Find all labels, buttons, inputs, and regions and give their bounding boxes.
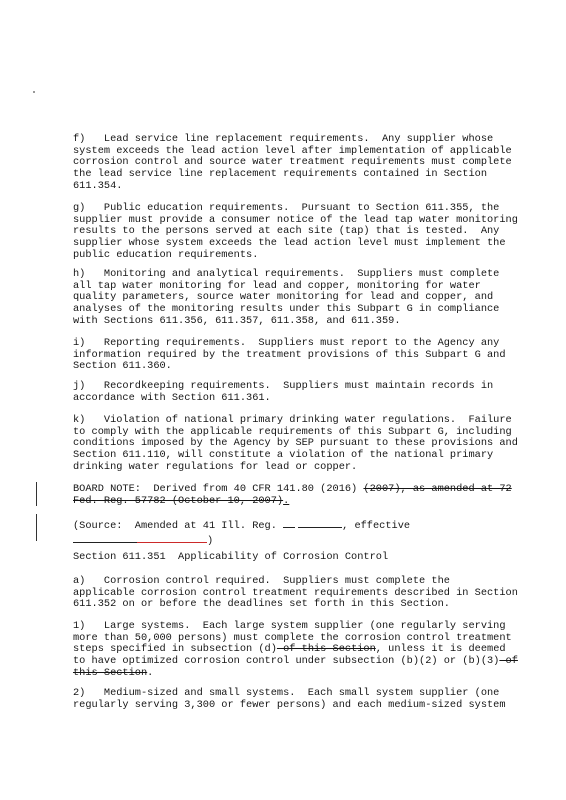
deleted-text: of this Section <box>276 643 376 656</box>
source-text: , effective <box>342 520 411 532</box>
text-line: with Sections 611.356, 611.357, 611.358, and 611.359. <box>73 314 401 327</box>
text-line: Section 611.360. <box>73 360 172 373</box>
text-line: h) Monitoring and analytical requirements. Suppliers must complete <box>73 268 500 280</box>
text-line: g) Public education requirements. Pursuant to Section 611.355, the <box>73 202 500 214</box>
paragraph-b2 <box>73 688 505 711</box>
text-line: conditions imposed by the Agency by SEP pursuant to these provisions and <box>73 437 518 450</box>
text-line: regularly serving 3,300 or fewer persons) and each medium-sized system <box>73 698 506 711</box>
text-line: 2) Medium-sized and small systems. Each small system supplier (one <box>73 687 500 699</box>
text-line: drinking water regulations for lead or copper. <box>73 460 358 473</box>
text-line: results to the persons served at each site (tap) that is tested. Any <box>73 225 500 238</box>
text-line: to comply with the applicable requirements of this Subpart G, including <box>73 425 512 438</box>
text-line: a) Corrosion control required. Suppliers must complete the <box>73 575 450 587</box>
text-line: j) Recordkeeping requirements. Suppliers must maintain records in <box>73 380 494 392</box>
deleted-text: this Section <box>73 666 148 679</box>
text-line: i) Reporting requirements. Suppliers must report to the Agency any <box>73 337 500 349</box>
paragraph-b1 <box>73 620 518 680</box>
section-title: Section 611.351 Applicability of Corrosion Control <box>73 551 389 563</box>
text-line: applicable corrosion control treatment requirements described in Section <box>73 586 518 599</box>
paragraph-h <box>73 269 505 328</box>
text-span: . <box>147 666 154 679</box>
date-blank-marked <box>137 533 207 543</box>
text-span: to have optimized corrosion control under subsection (b)(2) or (b)(3) <box>73 655 500 668</box>
page-blank <box>298 518 342 528</box>
text-line: accordance with Section 611.361. <box>73 391 271 404</box>
text-line: more than 50,000 persons) must complete the corrosion control treatment <box>73 631 512 644</box>
source-note <box>73 518 505 547</box>
text-line: 1) Large systems. Each large system supplier (one regularly serving <box>73 620 506 632</box>
text-span: , unless it is deemed <box>375 643 506 656</box>
source-text: (Source: Amended at 41 Ill. Reg. <box>73 520 284 532</box>
inserted-text: . <box>283 494 290 507</box>
deleted-text: (2007), as amended at 72 <box>363 483 512 495</box>
text-line: corrosion control and source water treatment requirements must complete <box>73 156 512 169</box>
volume-blank <box>283 518 295 528</box>
paragraph-f <box>73 133 512 193</box>
paragraph-g <box>73 202 518 262</box>
text-line: 611.354. <box>73 179 123 192</box>
source-text: ) <box>207 534 214 547</box>
text-span: steps specified in subsection (d) <box>73 643 277 656</box>
text-line: public education requirements. <box>73 248 259 261</box>
deleted-text: of <box>499 655 518 668</box>
text-line: all tap water monitoring for lead and copper, monitoring for water <box>73 279 481 292</box>
text-line: supplier whose system exceeds the lead action level must implement the <box>73 237 506 250</box>
text-line: supplier must provide a consumer notice of the lead tap water monitoring <box>73 213 518 226</box>
paragraph-k <box>73 414 518 474</box>
paragraph-i <box>73 338 505 373</box>
board-note-text: BOARD NOTE: Derived from 40 CFR 141.80 (2016) <box>73 483 364 495</box>
text-line: f) Lead service line replacement requirements. Any supplier whose <box>73 133 494 145</box>
text-line: 611.352 on or before the deadlines set forth in this Section. <box>73 598 450 611</box>
text-line: analyses of the monitoring results under this Subpart G in compliance <box>73 303 500 316</box>
text-line: quality parameters, source water monitoring for lead and copper, and <box>73 291 494 304</box>
scan-speck <box>33 91 35 93</box>
change-bar <box>36 482 37 506</box>
section-heading <box>73 552 505 564</box>
date-blank <box>73 533 137 543</box>
change-bar <box>36 514 37 541</box>
text-line: system exceeds the lead action level after implementation of applicable <box>73 144 512 157</box>
text-line: Section 611.110, will constitute a violation of the national primary <box>73 449 494 462</box>
deleted-text: Fed. Reg. 57782 (October 10, 2007) <box>73 494 284 507</box>
paragraph-j <box>73 381 505 404</box>
board-note <box>73 483 512 507</box>
text-line: the lead service line replacement requirements contained in Section <box>73 168 488 181</box>
paragraph-a <box>73 575 518 611</box>
text-line: information required by the treatment provisions of this Subpart G and <box>73 348 506 361</box>
text-line: k) Violation of national primary drinking water regulations. Failure <box>73 414 512 426</box>
